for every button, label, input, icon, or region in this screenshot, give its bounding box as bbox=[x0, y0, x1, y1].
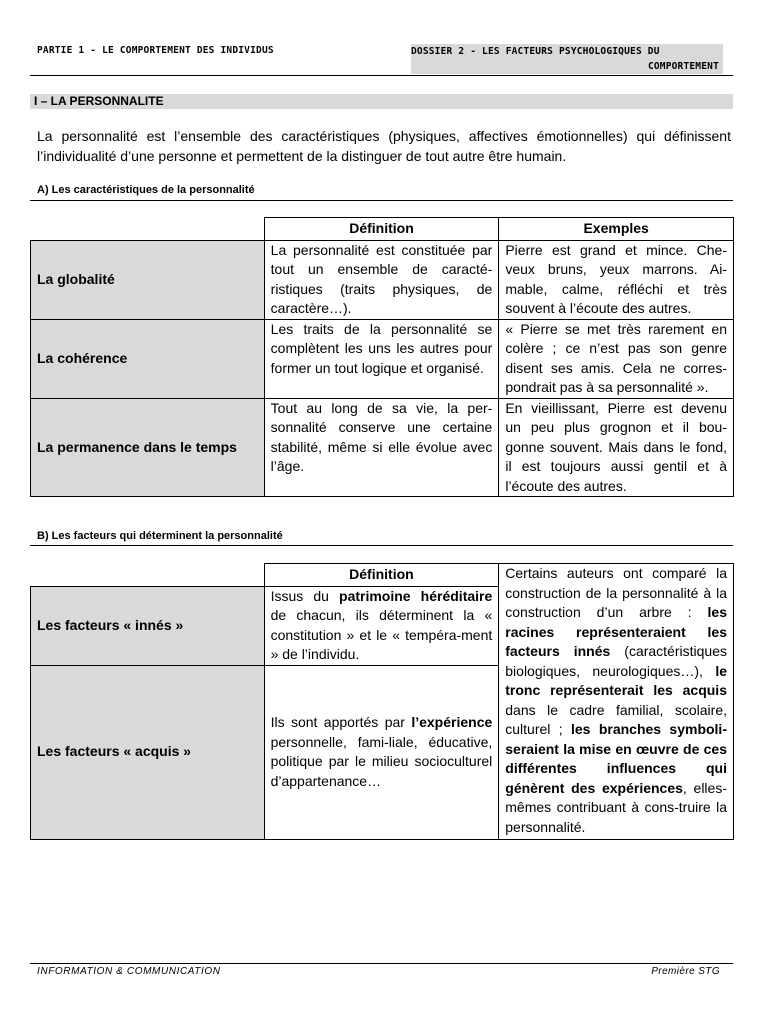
tree-comparison-cell bbox=[499, 564, 734, 840]
example-cell: « Pierre se met très rarement en colère ; ce n’est pas son genre disent ses amis. Cela ne corres-pondrait pas à sa personnalité ». bbox=[499, 319, 734, 398]
table-header-row bbox=[31, 218, 734, 241]
table-header-row bbox=[31, 564, 734, 587]
definition-cell: Les traits de la personnalité se complètent les uns les autres pour former un tout logique et organisé. bbox=[264, 319, 499, 398]
tree-bold-trunk: le tronc représenterait les acquis bbox=[505, 662, 727, 698]
header-dossier-title bbox=[411, 44, 723, 74]
empty-corner-cell bbox=[31, 564, 265, 587]
part-b-divider bbox=[30, 545, 733, 546]
example-cell: Pierre est grand et mince. Che-veux bruns, yeux marrons. Ai-mable, calme, réfléchi et très souvent à l’écoute des autres. bbox=[499, 240, 734, 319]
header-divider bbox=[30, 75, 733, 76]
table-row bbox=[31, 240, 734, 319]
tree-text-2: (caractéristiques biologiques, neurologiques…), bbox=[505, 643, 727, 679]
row-label: La globalité bbox=[31, 240, 265, 319]
part-b-heading: B) Les facteurs qui déterminent la personnalité bbox=[37, 530, 283, 542]
acquired-text-bold: l’expérience bbox=[411, 714, 493, 730]
row-label: La cohérence bbox=[31, 319, 265, 398]
tree-text-1: Certains auteurs ont comparé la construction de la personnalité à la construction d’un arbre : bbox=[505, 565, 727, 620]
header-part-title: PARTIE 1 - LE COMPORTEMENT DES INDIVIDUS bbox=[37, 45, 274, 56]
innate-text-post: de chacun, ils déterminent la « constitution » et le « tempéra-ment » de l’individu. bbox=[270, 607, 493, 662]
acquired-text-post: personnelle, fami-liale, éducative, politique par le milieu socioculturel d’appartenance… bbox=[270, 733, 493, 789]
tree-text-4: , elles-mêmes contribuant à cons-truire la personnalité. bbox=[505, 779, 727, 835]
row-label: La permanence dans le temps bbox=[31, 398, 265, 497]
table-row bbox=[31, 319, 734, 398]
column-header-definition: Définition bbox=[264, 218, 499, 241]
column-header-definition: Définition bbox=[264, 564, 499, 587]
column-header-examples: Exemples bbox=[499, 218, 734, 241]
empty-corner-cell bbox=[31, 218, 265, 241]
part-a-heading: A) Les caractéristiques de la personnalité bbox=[37, 184, 255, 196]
acquired-text-pre: Ils sont apportés par bbox=[270, 714, 412, 730]
footer-class: Première STG bbox=[651, 966, 720, 977]
definition-cell: Tout au long de sa vie, la per-sonnalité conserve une certaine stabilité, même si elle évolue avec l’âge. bbox=[264, 398, 499, 497]
innate-text-pre: Issus du bbox=[270, 587, 340, 604]
header-dossier-line2: COMPORTEMENT bbox=[411, 59, 723, 74]
part-a-divider bbox=[30, 200, 733, 201]
innate-text-bold: patrimoine héréditaire bbox=[339, 587, 493, 604]
characteristics-table bbox=[30, 217, 734, 497]
intro-paragraph: La personnalité est l’ensemble des caractéristiques (physiques, affectives émotionnelles) qui définissent l’individualité d’une personne et permettent de la distinguer de tout autre être humain. bbox=[37, 128, 731, 164]
section-title: I – LA PERSONNALITE bbox=[30, 94, 733, 109]
tree-text-3: dans le cadre familial, scolaire, culturel ; bbox=[505, 701, 727, 737]
example-cell: En vieillissant, Pierre est devenu un peu plus grognon et il bou-gonne souvent. Mais dans le fond, il est toujours aussi gentil et à l’écoute des autres. bbox=[499, 398, 734, 497]
definition-cell-innate bbox=[264, 586, 499, 665]
footer-subject: INFORMATION & COMMUNICATION bbox=[37, 966, 221, 977]
tree-bold-roots: les racines représenteraient les facteurs innés bbox=[505, 604, 727, 659]
definition-cell: La personnalité est constituée par tout un ensemble de caracté-ristiques (traits physiques, de caractère…). bbox=[264, 240, 499, 319]
factors-table bbox=[30, 563, 734, 840]
row-label-acquired: Les facteurs « acquis » bbox=[31, 665, 265, 839]
definition-cell-acquired bbox=[264, 665, 499, 839]
header-dossier-line1: DOSSIER 2 - LES FACTEURS PSYCHOLOGIQUES DU bbox=[411, 44, 723, 59]
row-label-innate: Les facteurs « innés » bbox=[31, 586, 265, 665]
table-row bbox=[31, 398, 734, 497]
footer-divider bbox=[30, 963, 733, 964]
tree-bold-branches: les branches symboli-seraient la mise en œuvre de ces différentes influences qui génèrent des expériences bbox=[505, 721, 727, 796]
